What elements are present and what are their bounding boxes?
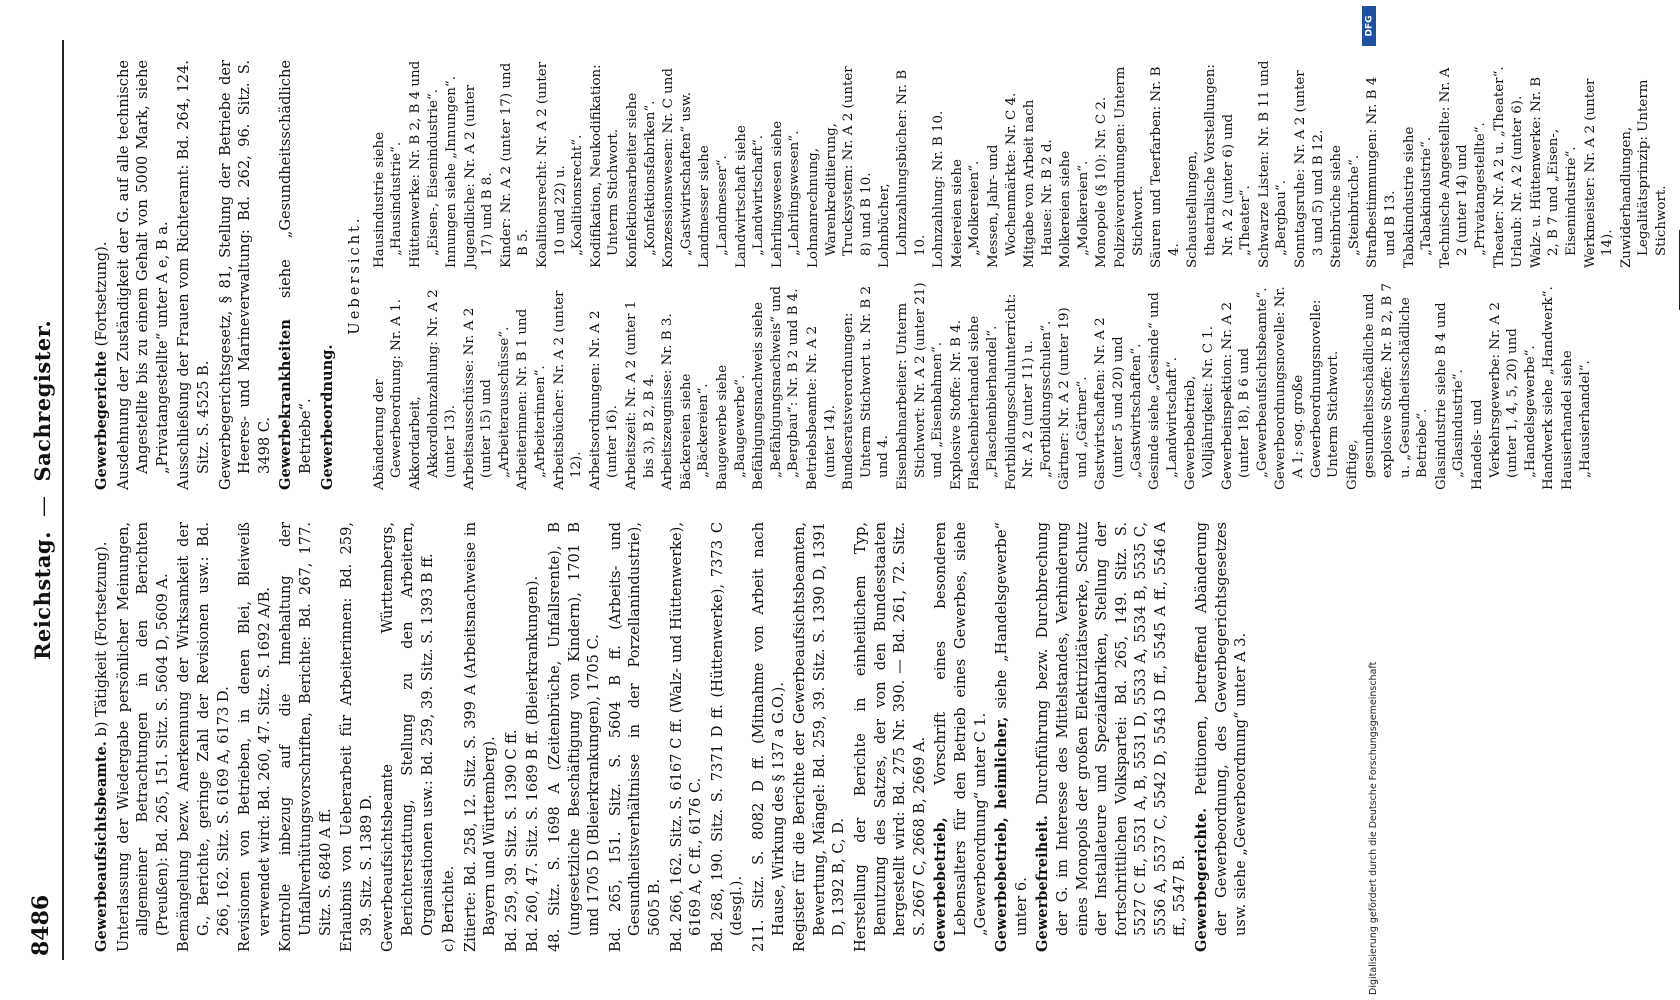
overview-entry: Akkordarbeit, Akkordlohnzahlung: Nr. A 2 (unter 13).	[407, 289, 459, 490]
overview-entry: Lohnbücher, Lohnzahlungsbücher: Nr. B 10.	[877, 69, 928, 268]
overview-entry: Landmesser siehe „Landmesser“.	[697, 145, 730, 268]
index-entry	[1192, 522, 1251, 952]
index-entry	[92, 60, 112, 490]
index-entry	[749, 522, 788, 952]
entry-keyword: Gewerbefreiheit.	[1034, 815, 1052, 952]
overview-entry: Arbeitsbücher: Nr. A 2 (unter 12).	[551, 290, 585, 490]
running-title-right: Sachregister.	[30, 319, 55, 482]
index-entry	[114, 522, 173, 952]
index-entry	[851, 522, 929, 952]
overview-entry: Gärtner: Nr. A 2 (unter 19) und „Gärtner“.	[1057, 307, 1090, 490]
overview-entry: Eisenbahnarbeiter: Unterm Stichwort: Nr. A 2 (unter 21) und „Eisenbahnen“.	[894, 282, 946, 490]
index-entry	[708, 522, 747, 952]
overview-entry: Polizeiverordnungen: Unterm Stichwort.	[1113, 66, 1146, 268]
index-entry	[439, 522, 459, 952]
overview-entry: Konfektionsarbeiter siehe „Konfektionsfabriken“.	[625, 92, 658, 268]
index-entry	[174, 522, 233, 952]
entry-text: Petitionen, betreffend Abänderung der Gewerbeordnung, des Gewerbegerichtsgesetzes usw. siehe „Gewerbeordnung“ unter A 3.	[1193, 521, 1250, 936]
index-entry	[378, 522, 437, 952]
entry-keyword: Gewerbekrankheiten	[277, 319, 295, 490]
overview-entry: Tabakindustrie siehe „Tabakindustrie“.	[1401, 126, 1435, 268]
index-entry	[667, 522, 706, 952]
entry-text: Herstellung der Berichte in einheitlichem Typ, Benutzung des Satzes, der von den Bundesstaaten hergestellt wird: Bd. 275 Nr. 390. — Bd. 261, 72. Sitz. S. 2667 C, 2668 B, 2669 A.	[851, 522, 928, 952]
overview-entry: Arbeitszeugnisse: Nr. B 3.	[660, 313, 676, 490]
overview-entry: Schwarze Listen: Nr. B 11 und „Bergbau“.	[1256, 60, 1290, 268]
entry-text: Bd. 259, 39. Sitz. S. 1390 C ff.	[502, 729, 520, 952]
overview-entry: Steinbrüche siehe „Steinbrüche“.	[1329, 145, 1362, 268]
overview-title: Uebersicht.	[346, 215, 364, 335]
entry-keyword: Gewerbebetrieb, heimlicher,	[993, 716, 1011, 952]
overview-entry: Landwirtschaft siehe „Landwirtschaft“.	[733, 125, 767, 268]
left-column	[92, 522, 1312, 952]
overview-entry: Walz- u. Hüttenwerke: Nr. B 2, B 7 und „Eisen-, Eisenindustrie“.	[1528, 76, 1579, 268]
entry-keyword: Gewerbeaufsichtsbeamte.	[93, 741, 110, 952]
entry-text: (Fortsetzung).	[93, 241, 110, 347]
overview-left-column	[371, 282, 1672, 490]
overview-entry: Abänderung der Gewerbeordnung: Nr. A 1.	[371, 298, 405, 490]
overview-entry: Werkmeister: Nr. A 2 (unter 14).	[1582, 78, 1616, 268]
overview-entry: Hausindustrie siehe „Hausindustrie“.	[371, 131, 405, 268]
entry-text: Bd. 266, 162. Sitz. S. 6167 C ff. (Walz- und Hüttenwerke), 6169 A, C ff., 6176 C.	[667, 522, 705, 952]
overview-entry: Schaustellungen, theatralische Vorstellungen: Nr. A 2 (unter 6) und „Theater“.	[1185, 64, 1254, 268]
overview-entry: Handwerk siehe „Handwerk“.	[1541, 286, 1557, 490]
overview-entry: Hüttenwerke: Nr. B 2, B 4 und „Eisen-, Eisenindustrie“.	[407, 60, 441, 268]
entry-text: Revisionen von Betrieben, in denen Blei, Bleiweiß verwendet wird: Bd. 260, 47. Sitz. S. 1692 A/B.	[236, 522, 273, 952]
overview-entry: Gewerbeordnungsnovelle: Nr. A 1; sog. große Gewerbeordnungsnovelle: Unterm Stichwort.	[1273, 286, 1342, 490]
running-title	[30, 320, 55, 660]
overview-entry: Strafbestimmungen: Nr. B 4 und B 13.	[1365, 76, 1398, 268]
overview-entry: Handels- und Verkehrsgewerbe: Nr. A 2 (unter 1, 4, 5, 20) und „Handelsgewerbe“.	[1469, 302, 1538, 490]
page-number: 8486	[28, 894, 54, 956]
overview-entry: Lehrlingswesen siehe „Lehrlingswesen“.	[769, 120, 803, 268]
entry-text: siehe „Gesundheitsschädliche Betriebe“.	[277, 60, 314, 474]
overview-entry: Hausierhandel siehe „Hausierhandel“.	[1559, 350, 1593, 490]
index-entry	[931, 522, 990, 952]
entry-text: Register für die Berichte der Gewerbeaufsichtsbeamten, Bewertung, Mängel: Bd. 259, 39. Sitz. S. 1390 D, 1391 D, 1392 B, C, D.	[791, 522, 848, 952]
overview-entry: Gesinde siehe „Gesinde“ und „Landwirtschaft“.	[1147, 292, 1180, 490]
entry-keyword: Gewerbebetrieb,	[932, 817, 950, 952]
right-entries	[92, 60, 337, 490]
entry-text: siehe „Handelsgewerbe“ unter 6.	[993, 521, 1030, 936]
index-entry	[235, 522, 274, 952]
index-entry	[276, 522, 335, 952]
entry-text: Bd. 268, 190. Sitz. S. 7371 D ff. (Hüttenwerke), 7373 C (desgl.).	[708, 522, 746, 952]
overview-entry: Urlaub: Nr. A 2 (unter 6).	[1510, 95, 1526, 268]
entry-text: Kontrolle inbezug auf die Innehaltung der Unfallverhütungsvorschriften, Berichte: Bd. 267, 177. Sitz. S. 6840 A ff.	[277, 522, 334, 952]
entry-text: Bd. 260, 47. Sitz. S. 1689 B ff. (Bleierkrankungen).	[524, 575, 542, 952]
overview-entry: Mitgabe von Arbeit nach Hause: Nr. B 2 d.	[1022, 99, 1055, 268]
overview-entry: Messen, Jahr- und Wochenmärkte: Nr. C 4.	[985, 92, 1019, 268]
overview-entry: Gewerbeinspektion: Nr. A 2 (unter 18), B 6 und „Gewerbeaufsichtsbeamte“.	[1219, 287, 1270, 490]
overview-entry: Jugendliche: Nr. A 2 (unter 17) und B 8.	[462, 84, 496, 268]
entry-text: Durchführung bezw. Durchbrechung der G. im Interesse des Mittelstandes, Verhinderung eines Monopols der großen Elektrizitätswerke, Schutz der Installateure und Spezialfabriken, Stellung der fortschrittlichen Volkspartei: Bd. 265, 149. Sitz. S. 5527 C ff., 5531 A, B, 5531 D, 5533 A, 5534 B, 5535 C, 5536 A, 5537 C, 5542 D, 5543 D ff., 5545 A ff., 5546 A ff., 5547 B.	[1034, 521, 1189, 936]
index-entry	[216, 60, 275, 490]
index-entry	[606, 522, 665, 952]
overview-entry: Monopole (§ 10): Nr. C 2.	[1094, 96, 1110, 268]
entry-text: Erlaubnis von Ueberarbeit für Arbeiterinnen: Bd. 259, 39. Sitz. S. 1389 D.	[338, 522, 375, 952]
overview-entry: Betriebsbeamte: Nr. A 2 (unter 14).	[804, 325, 838, 490]
overview-entry: Arbeitsausschüsse: Nr. A 2 (unter 15) und „Arbeiterausschüsse“.	[461, 307, 512, 490]
overview-entry: Gewerbebetrieb, Volljährigkeit: Nr. C 1.	[1183, 326, 1217, 490]
overview-entry: Gastwirtschaften: Nr. A 2 (unter 5 und 20) und „Gastwirtschaften“.	[1093, 317, 1144, 490]
running-title-separator: —	[31, 495, 55, 518]
overview-entry: Fortbildungsschulunterricht: Nr. A 2 (unter 11) u. „Fortbildungsschulen“.	[1003, 293, 1054, 490]
entry-keyword: Gewerbeordnung.	[318, 344, 336, 490]
entry-text: Bemängelung bezw. Anerkennung der Wirksamkeit der G., Berichte, geringe Zahl der Revisionen usw.: Bd. 266, 162. Sitz. S. 6169 A, 6173 D.	[175, 522, 232, 952]
entry-text: b) Tätigkeit (Fortsetzung).	[93, 541, 110, 737]
overview-entry: Lohnanrechnung, Warenkreditierung, Trucksystem: Nr. A 2 (unter 8) und B 10.	[805, 66, 874, 268]
overview-entry: Koalitionsrecht: Nr. A 2 (unter 10 und 22) u. „Koalitionsrecht“.	[535, 61, 586, 268]
running-title-left: Reichstag.	[30, 531, 55, 660]
index-entry	[790, 522, 849, 952]
overview-entry: Arbeiterinnen: Nr. B 1 und „Arbeiterinnen“.	[515, 308, 549, 490]
entry-text: 211. Sitz. S. 8082 D ff. (Mitnahme von Arbeit nach Hause, Wirkung des § 137 a G.O.).	[750, 522, 787, 952]
index-entry	[337, 522, 376, 952]
entry-keyword: Gewerbegerichte	[93, 350, 110, 490]
overview-entry: Innungen siehe „Innungen“.	[444, 76, 460, 268]
overview-entry: Baugewerbe siehe „Baugewerbe“.	[715, 364, 748, 490]
overview-entry: Kinder: Nr. A 2 (unter 17) und B 5.	[498, 62, 532, 268]
index-entry	[276, 60, 315, 490]
entry-text: Ausschließung der Frauen vom Richteramt: Bd. 264, 124. Sitz. S. 4525 B.	[175, 60, 212, 490]
entry-keyword: Gewerbegerichte.	[1193, 807, 1211, 952]
entry-text: Zitierte: Bd. 258, 12. Sitz. S. 399 A (Arbeitsnachweise in Bayern und Württemberg).	[461, 522, 499, 952]
overview-entry: Explosive Stoffe: Nr. B 4.	[948, 320, 964, 490]
digitization-note: Digitalisierung gefördert durch die Deutsche Forschungsgemeinschaft	[1368, 661, 1379, 995]
overview-entry: Zuwiderhandlungen, Legalitätsprinzip: Unterm Stichwort.	[1618, 79, 1669, 268]
dfg-logo-text: DFG	[1364, 15, 1375, 37]
entry-text: Unterlassung der Wiedergabe persönlicher Meinungen, allgemeiner Betrachtungen in den Berichten (Preußen): Bd. 265, 151. Sitz. S. 5604 D, 5609 A.	[114, 522, 171, 952]
overview-entry: Meiereien siehe „Molkereien“.	[949, 159, 983, 268]
page-header	[22, 40, 64, 960]
overview-entry: Technische Angestellte: Nr. A 2 (unter 14) und „Privatangestellte“.	[1437, 67, 1488, 268]
index-entry	[545, 522, 604, 952]
entry-text: c) Berichte.	[440, 865, 458, 952]
overview-entry: Kodifikation, Neukodifikation: Unterm Stichwort.	[588, 64, 622, 268]
entry-text: 48. Sitz. S. 1698 A (Zeitenbrüche, Unfallsrente), B (ungesetzliche Beschäftigung von Kindern), 1701 B und 1705 D (Bleierkrankungen), 1705 C.	[546, 522, 603, 952]
overview-entry: Bäckereien siehe „Bäckereien“.	[678, 373, 712, 490]
index-entry	[174, 60, 213, 490]
entry-text: Ausdehnung der Zuständigkeit der G. auf alle technische Angestellte bis zu einem Gehalt von 5000 Mark, siehe „Privatangestellte“ unter A e, B a.	[114, 60, 171, 490]
overview-entry: Arbeitsordnungen: Nr. A 2 (unter 16).	[587, 310, 621, 490]
index-entry	[1033, 522, 1190, 952]
overview-entry: Giftige, gesundheitsschädliche und explosive Stoffe: Nr. B 2, B 7 u. „Gesundheitsschädliche Betriebe“.	[1344, 282, 1431, 490]
overview-entry: Sonntagsruhe: Nr. A 2 (unter 3 und 5) und B 12.	[1293, 70, 1326, 268]
overview-entry: Molkereien siehe „Molkereien“.	[1058, 150, 1091, 268]
index-entry	[992, 522, 1031, 952]
entry-text: Gewerbeaufsichtsbeamte Württembergs, Berichterstattung, Stellung zu den Arbeitern, Organisationen usw.: Bd. 259, 39. Sitz. S. 1393 B ff.	[379, 522, 436, 952]
right-column	[92, 60, 1669, 490]
index-entry	[92, 522, 112, 952]
index-entry	[461, 522, 500, 952]
overview-entry: Lohnzahlung: Nr. B 10.	[931, 110, 947, 268]
index-entry	[502, 522, 522, 952]
overview-entry: Konzessionswesen: Nr. C und „Gastwirtschaften“ usw.	[661, 68, 694, 268]
overview-entry: Befähigungsnachweis siehe „Befähigungsnachweis“ und „Bergbau“: Nr. B 2 und B 4.	[751, 285, 802, 490]
entry-text: Vorschrift eines besonderen Lebensalters für den Betrieb eines Gewerbes, siehe „Gewerbeordnung“ unter C 1.	[932, 521, 989, 936]
overview-entry: Arbeitszeit: Nr. A 2 (unter 1 bis 3), B 2, B 4.	[624, 300, 657, 490]
overview-columns	[371, 60, 1672, 490]
index-entry	[523, 522, 543, 952]
overview-entry: Flaschenbierhandel siehe „Flaschenbierhandel“.	[967, 315, 1000, 490]
overview-right-column	[371, 60, 1672, 268]
overview-entry: Säuren und Teerfarben: Nr. B 4.	[1149, 66, 1182, 268]
entry-text: Bd. 265, 151. Sitz. S. 5604 B ff. (Arbeits- und Gesundheitsverhältnisse in der Porzellanindustrie), 5605 B.	[606, 522, 664, 952]
dfg-logo	[1362, 6, 1376, 46]
overview-entry: Bundesratsverordnungen: Unterm Stichwort u. Nr. B 2 und 4.	[841, 285, 892, 490]
index-entry	[114, 60, 173, 490]
overview-entry: Glasindustrie siehe B 4 und „Glasindustrie“.	[1433, 302, 1467, 490]
index-entry	[318, 60, 338, 490]
entry-text: Gewerbegerichtsgesetz, § 81, Stellung der Betriebe der Heeres- und Marineverwaltung: Bd. 262, 96. Sitz. S. 3498 C.	[216, 60, 273, 490]
overview-entry: Theater: Nr. A 2 u. „Theater“.	[1491, 66, 1507, 268]
